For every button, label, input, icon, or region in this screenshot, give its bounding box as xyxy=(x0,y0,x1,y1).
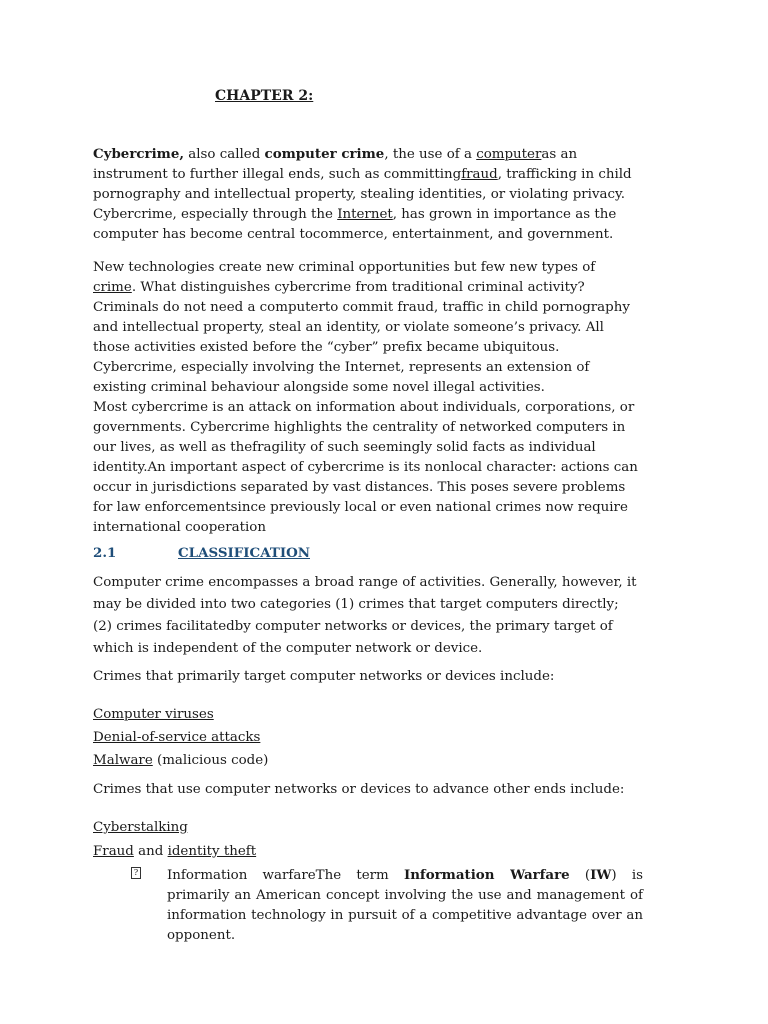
list-item-computer-viruses[interactable]: Computer viruses xyxy=(93,707,214,722)
text: , the use of a xyxy=(384,147,477,162)
list-item-fraud-identity-theft xyxy=(93,842,256,862)
text: ( xyxy=(569,868,591,883)
text: (malicious code) xyxy=(152,753,269,768)
paragraph-classification: Computer crime encompasses a broad range of activities. Generally, however, it may be divided into two categories (1) crimes that target computers directly; (2) crimes facilitatedby computer networks or devices, the primary target of which is independent of the computer network or device. xyxy=(93,575,637,656)
link-malware[interactable]: Malware xyxy=(93,753,153,768)
link-identity-theft[interactable]: identity theft xyxy=(167,844,257,859)
term-iw: IW xyxy=(590,867,612,883)
link-computer[interactable]: computer xyxy=(476,147,542,162)
text: and xyxy=(133,844,168,859)
paragraph-cybercrime-definition xyxy=(93,144,638,245)
list-item-malware xyxy=(93,751,268,771)
link-crime[interactable]: crime xyxy=(93,280,132,295)
section-number: 2.1 xyxy=(93,545,117,561)
chapter-title: CHAPTER 2: xyxy=(215,88,314,104)
bullet-glyph-icon: ? xyxy=(131,867,141,879)
paragraph-attack-on-information: Most cybercrime is an attack on information about individuals, corporations, or governments. Cybercrime highlights the centrality of networked computers in our lives, as well as thefragility of such seemingly solid facts as individual identity.An important aspect of cybercrime is its nonlocal character: actions can occur in jurisdictions separated by vast distances. This poses severe problems for law enforcementsince previously local or even national crimes now require international cooperation xyxy=(93,400,638,535)
list2-intro: Crimes that use computer networks or devices to advance other ends include: xyxy=(93,782,625,797)
text: New technologies create new criminal opportunities but few new types of xyxy=(93,260,596,275)
list-item-cyberstalking[interactable]: Cyberstalking xyxy=(93,820,188,835)
text: ) is primarily an American concept involving the use and management of information technology in pursuit of a competitive advantage over an opponent. xyxy=(167,868,643,943)
term-information-warfare: Information Warfare xyxy=(403,867,570,883)
text: also called xyxy=(184,147,265,162)
paragraph-new-technologies xyxy=(93,258,638,398)
bullet-information-warfare xyxy=(167,865,643,946)
section-title[interactable]: CLASSIFICATION xyxy=(178,545,310,561)
link-fraud[interactable]: fraud xyxy=(461,167,498,182)
list-item-denial-of-service[interactable]: Denial-of-service attacks xyxy=(93,730,261,745)
text: as an instrument to further illegal ends, such as committing xyxy=(93,147,578,182)
link-fraud-item[interactable]: Fraud xyxy=(93,844,134,859)
term-cybercrime: Cybercrime, xyxy=(93,146,185,162)
text: , trafficking in child pornography and intellectual property, stealing identities, or violating privacy. Cybercrime, especially through the xyxy=(93,167,632,222)
text: . What distinguishes cybercrime from traditional criminal activity? Criminals do not need a computerto commit fraud, traffic in child pornography and intellectual property, steal an identity, or violate someone’s privacy. All those activities existed before the “cyber” prefix became ubiquitous. Cybercrime, especially involving the Internet, represents an extension of existing criminal behaviour alongside some novel illegal activities. xyxy=(93,280,630,395)
text: , has grown in importance as the computer has become central tocommerce, entertainment, and government. xyxy=(93,207,617,242)
link-internet[interactable]: Internet xyxy=(337,207,393,222)
list1-intro: Crimes that primarily target computer networks or devices include: xyxy=(93,669,555,684)
text: Information warfareThe term xyxy=(167,868,404,883)
term-computer-crime: computer crime xyxy=(264,146,385,162)
